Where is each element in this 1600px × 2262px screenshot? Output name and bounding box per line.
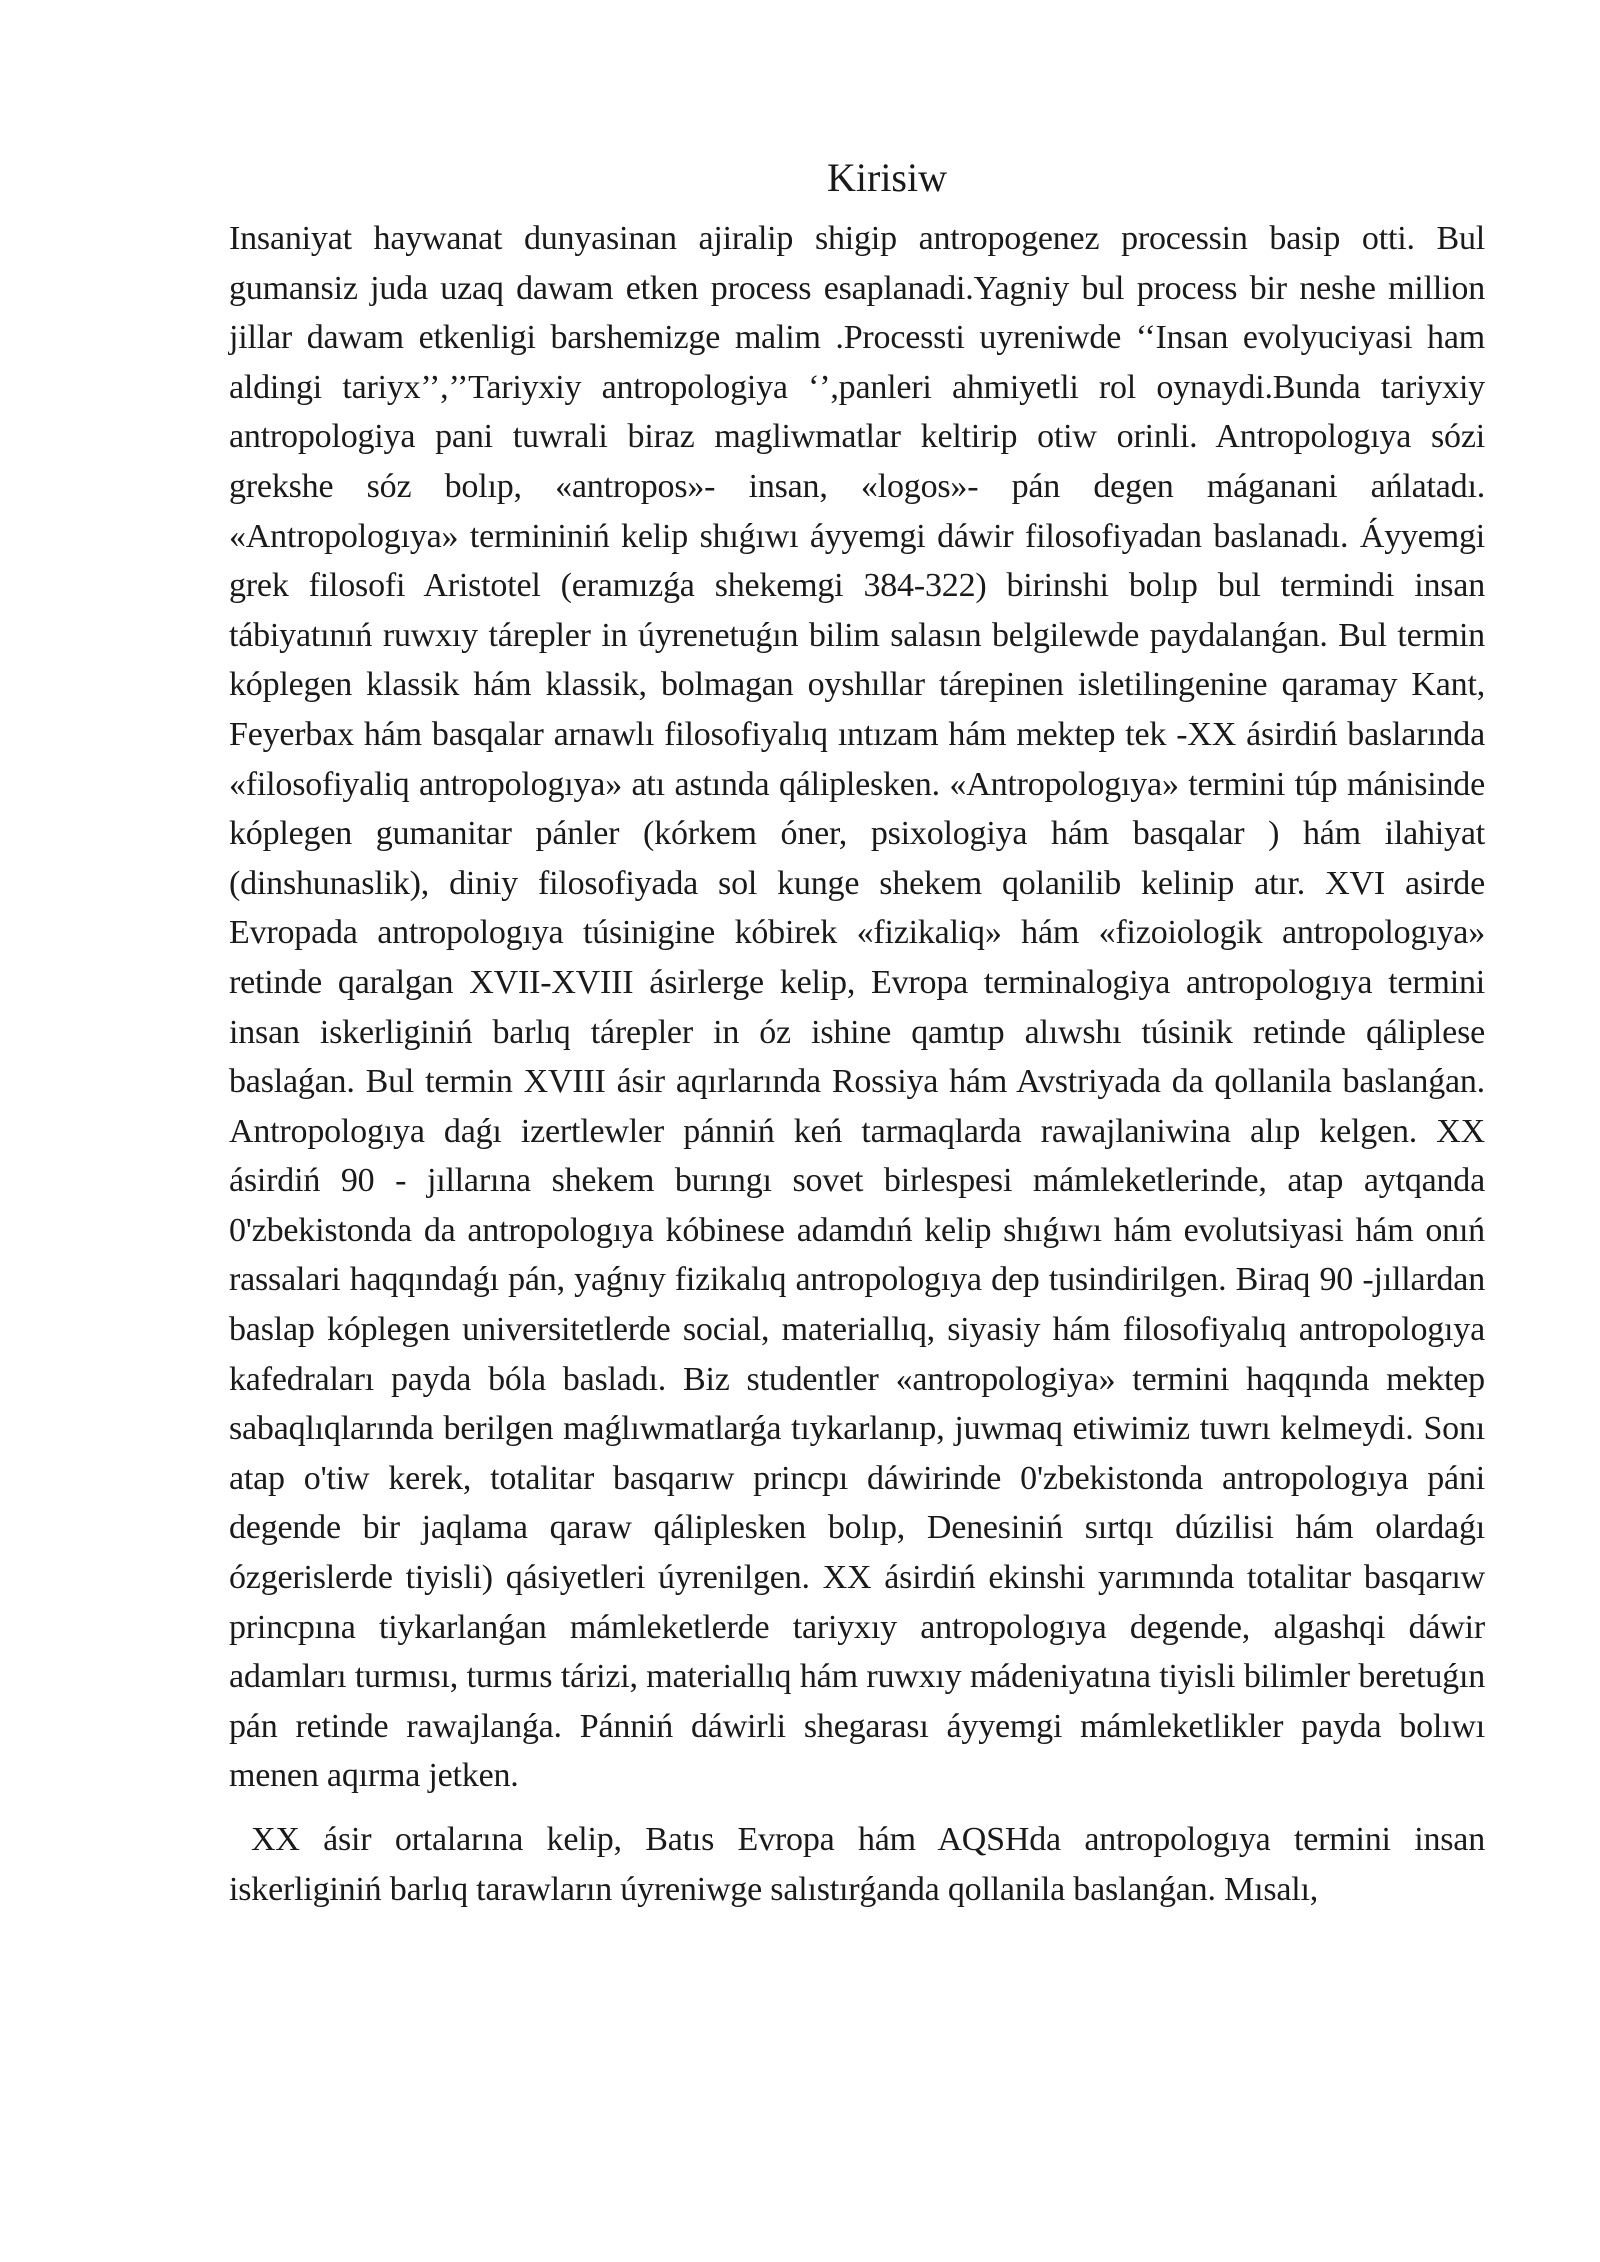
document-title: Kirisiw — [827, 155, 947, 200]
body-paragraph-1: Insaniyat haywanat dunyasinan ajiralip shigip antropogenez processin basip otti. Bul gumansiz juda uzaq dawam etken process esaplanadi.Yagniy bul process bir neshe million jillar dawam etkenligi barshemizge malim .Processti uyreniwde ‘‘Insan evolyuciyasi ham aldingi tariyx’’,’’Tariyxiy antropologiya ‘’,panleri ahmiyetli rol oynaydi.Bunda tariyxiy antropologiya pani tuwrali biraz magliwmatlar keltirip otiw orinli. Antropologıya sózi grekshe sóz bolıp, «antropos»- insan, «logos»- pán degen máganani ańlatadı. «Antropologıya» termininiń kelip shıǵıwı áyyemgi dáwir filosofiyadan baslanadı. Áyyemgi grek filosofi Aristotel (eramızǵa shekemgi 384-322) birinshi bolıp bul termindi insan tábiyatınıń ruwxıy tárepler in úyrenetuǵın bilim salasın belgilewde paydalanǵan. Bul termin kóplegen klassik hám klassik, bolmagan oyshıllar tárepinen isletilingenine qaramay Kant, Feyerbax hám basqalar arnawlı filosofiyalıq ıntızam hám mektep tek -XX ásirdiń baslarında «filosofiyaliq antropologıya» atı astında qáliplesken. «Antropologıya» termini túp mánisinde kóplegen gumanitar pánler (kórkem óner, psixologiya hám basqalar ) hám ilahiyat (dinshunaslik), diniy filosofiyada sol kunge shekem qolanilib kelinip atır. XVI asirde Evropada antropologıya túsinigine kóbirek «fizikaliq» hám «fizoiologik antropologıya» retinde qaralgan XVII-XVIII ásirlerge kelip, Evropa terminalogiya antropologıya termini insan iskerliginiń barlıq tárepler in óz ishine qamtıp alıwshı túsinik retinde qáliplese baslaǵan. Bul termin XVIII ásir aqırlarında Rossiya hám Avstriyada da qollanila baslanǵan. Antropologıya daǵı izertlewler pánniń keń tarmaqlarda rawajlaniwina alıp kelgen. XX ásirdiń 90 - jıllarına shekem burıngı sovet birlespesi mámleketlerinde, atap aytqanda 0'zbekistonda da antropologıya kóbinese adamdıń kelip shıǵıwı hám evolutsiyasi hám onıń rassalari haqqındaǵı pán, yaǵnıy fizikalıq antropologıya dep tusindirilgen. Biraq 90 -jıllardan baslap kóplegen universitetlerde social, materiallıq, siyasiy hám filosofiyalıq antropologıya kafedraları payda bóla basladı. Biz studentler «antropologiya» termini haqqında mektep sabaqlıqlarında berilgen maǵlıwmatlarǵa tıykarlanıp, juwmaq etiwimiz tuwrı kelmeydi. Sonı atap o'tiw kerek, totalitar basqarıw princpı dáwirinde 0'zbekistonda antropologıya páni degende bir jaqlama qaraw qáliplesken bolıp, Denesiniń sırtqı dúzilisi hám olardaǵı ózgerislerde tiyisli) qásiyetleri úyrenilgen. XX ásirdiń ekinshi yarımında totalitar basqarıw princpına tiykarlanǵan mámleketlerde tariyxıy antropologıya degende, algashqi dáwir adamları turmısı, turmıs tárizi, materiallıq hám ruwxıy mádeniyatına tiyisli bilimler beretuǵın pán retinde rawajlanǵa. Pánniń dáwirli shegarası áyyemgi mámleketlikler payda bolıwı menen aqırma jetken. — [229, 220, 1485, 1795]
document-page — [229, 146, 1485, 1914]
body-paragraph-2: XX ásir ortalarına kelip, Batıs Evropa hám AQSHda antropologıya termini insan iskerliginiń barlıq tarawların úyreniwge salıstırǵanda qollanila baslanǵan. Mısalı, — [229, 1821, 1485, 1908]
